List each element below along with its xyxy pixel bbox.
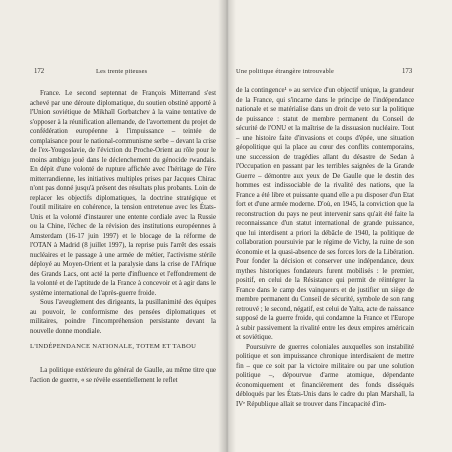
left-running-head: Les trente piteuses — [96, 68, 148, 75]
right-running-head: Une politique étrangère introuvable — [236, 68, 335, 75]
left-section-paragraph: La politique extérieure du général de Gaulle, au même titre que l'action de guerre, « se révèle essentiellement le reflet — [30, 367, 216, 384]
right-body-text — [236, 86, 414, 409]
section-heading: L'INDÉPENDANCE NATIONALE, TOTEM ET TABOU — [30, 343, 197, 350]
book-gutter — [218, 0, 236, 452]
right-paragraph-1: de la contingence¹ » au service d'un objectif unique, la grandeur de la France, qui s'incarne dans le principe de l'indépendance nationale et se matérialise dans un droit de veto sur la politique de puissance : statut de membre permanent du Conseil de sécurité de l'ONU et la maîtrise de la dissuasion nucléaire. Tout – une histoire faite d'invasions et coups d'épée, une situation géopolitique qui la place au cœur des conflits contemporains, une succession de tragédies allant du désastre de Sedan à l'Occupation en passant par les terribles saignées de la Grande Guerre – démontre aux yeux de De Gaulle que le destin des hommes est indissociable de la rivalité des nations, que la France a été libre et puissante quand elle a pu disposer d'un Etat fort et d'une armée moderne. D'où, en 1945, la conviction que la reconstruction du pays ne peut intervenir sans qu'ait été faite la reconnaissance d'un statut international de grande puissance, que lui interdisent a priori la débâcle de 1940, la politique de collaboration poursuivie par le régime de Vichy, la ruine de son économie et la quasi-absence de ses forces lors de la Libération. Pour fonder la décision et conserver une indépendance, deux mythes historiques fondateurs furent mobilisés : le premier, positif, en celui de la Résistance qui permit de réintégrer la France dans le camp des vainqueurs et de justifier un siège de membre permanent du Conseil de sécurité, symbole de son rang retrouvé ; le second, négatif, est celui de Yalta, acte de naissance supposé de la guerre froide, qui condamne la France et l'Europe à subir passivement la rivalité entre les deux empires américain et soviétique. — [236, 87, 414, 341]
right-paragraph-2: Poursuivre de guerres coloniales auxquelles son instabilité politique et son impuissance chronique interdisaient de mettre fin – que ce soit par la victoire militaire ou par une solution politique –, dépourvue d'arme atomique, dépendante économiquement et financièrement des fonds disséqués débloqués par les États-Unis dans le cadre du plan Marshall, la IVᵉ République allait se trouver dans l'incapacité d'im- — [236, 343, 414, 408]
left-body-text — [30, 89, 216, 336]
left-paragraph-1: France. Le second septennat de François Mitterrand s'est achevé par une déroute diplomatique, du soutien obstiné apporté à l'Union soviétique de Mikhaïl Gorbatchev à la vaine tentative de s'opposer à la réunification allemande, de l'avortement du projet de confédération européenne à l'impuissance – teintée de complaisance pour le national-communisme serbe – devant la crise de l'ex-Yougoslavie, de l'éviction du Proche-Orient au rôle pour le moins ambigu joué dans le déclenchement du génocide rwandais. En dépit d'une volonté de rupture affichée avec l'héritage de l'ère mitterrandienne, les initiatives multiples prises par Jacques Chirac n'ont pas donné jusqu'à présent des résultats plus probants. Loin de replacer les objectifs diplomatiques, la doctrine stratégique et l'outil militaire en cohérence, la tension entretenue avec les États-Unis et la volonté d'instaurer une entente cordiale avec la Russie ou la Chine, l'échec de la révision des institutions européennes à Amsterdam (16-17 juin 1997) et le blocage de la réforme de l'OTAN à Madrid (8 juillet 1997), la reprise puis l'arrêt des essais nucléaires et le passage à une armée de métier, l'activisme stérile déployé au Moyen-Orient et la paralysie dans la crise de l'Afrique des Grands Lacs, ont acté la perte d'influence et l'effondrement de la volonté et de l'aptitude de la France à concevoir et à agir dans le système international de l'après-guerre froide. — [30, 90, 216, 297]
left-page-number: 172 — [34, 68, 45, 75]
right-page-number: 173 — [402, 68, 413, 75]
right-page — [226, 0, 452, 452]
left-paragraph-2: Sous l'aveuglement des dirigeants, la pusillanimité des équipes au pouvoir, le conformisme des pensées diplomatiques et militaires, poindre l'incompréhension persistante devant la nouvelle donne mondiale. — [30, 299, 216, 335]
left-section-text — [30, 366, 216, 385]
